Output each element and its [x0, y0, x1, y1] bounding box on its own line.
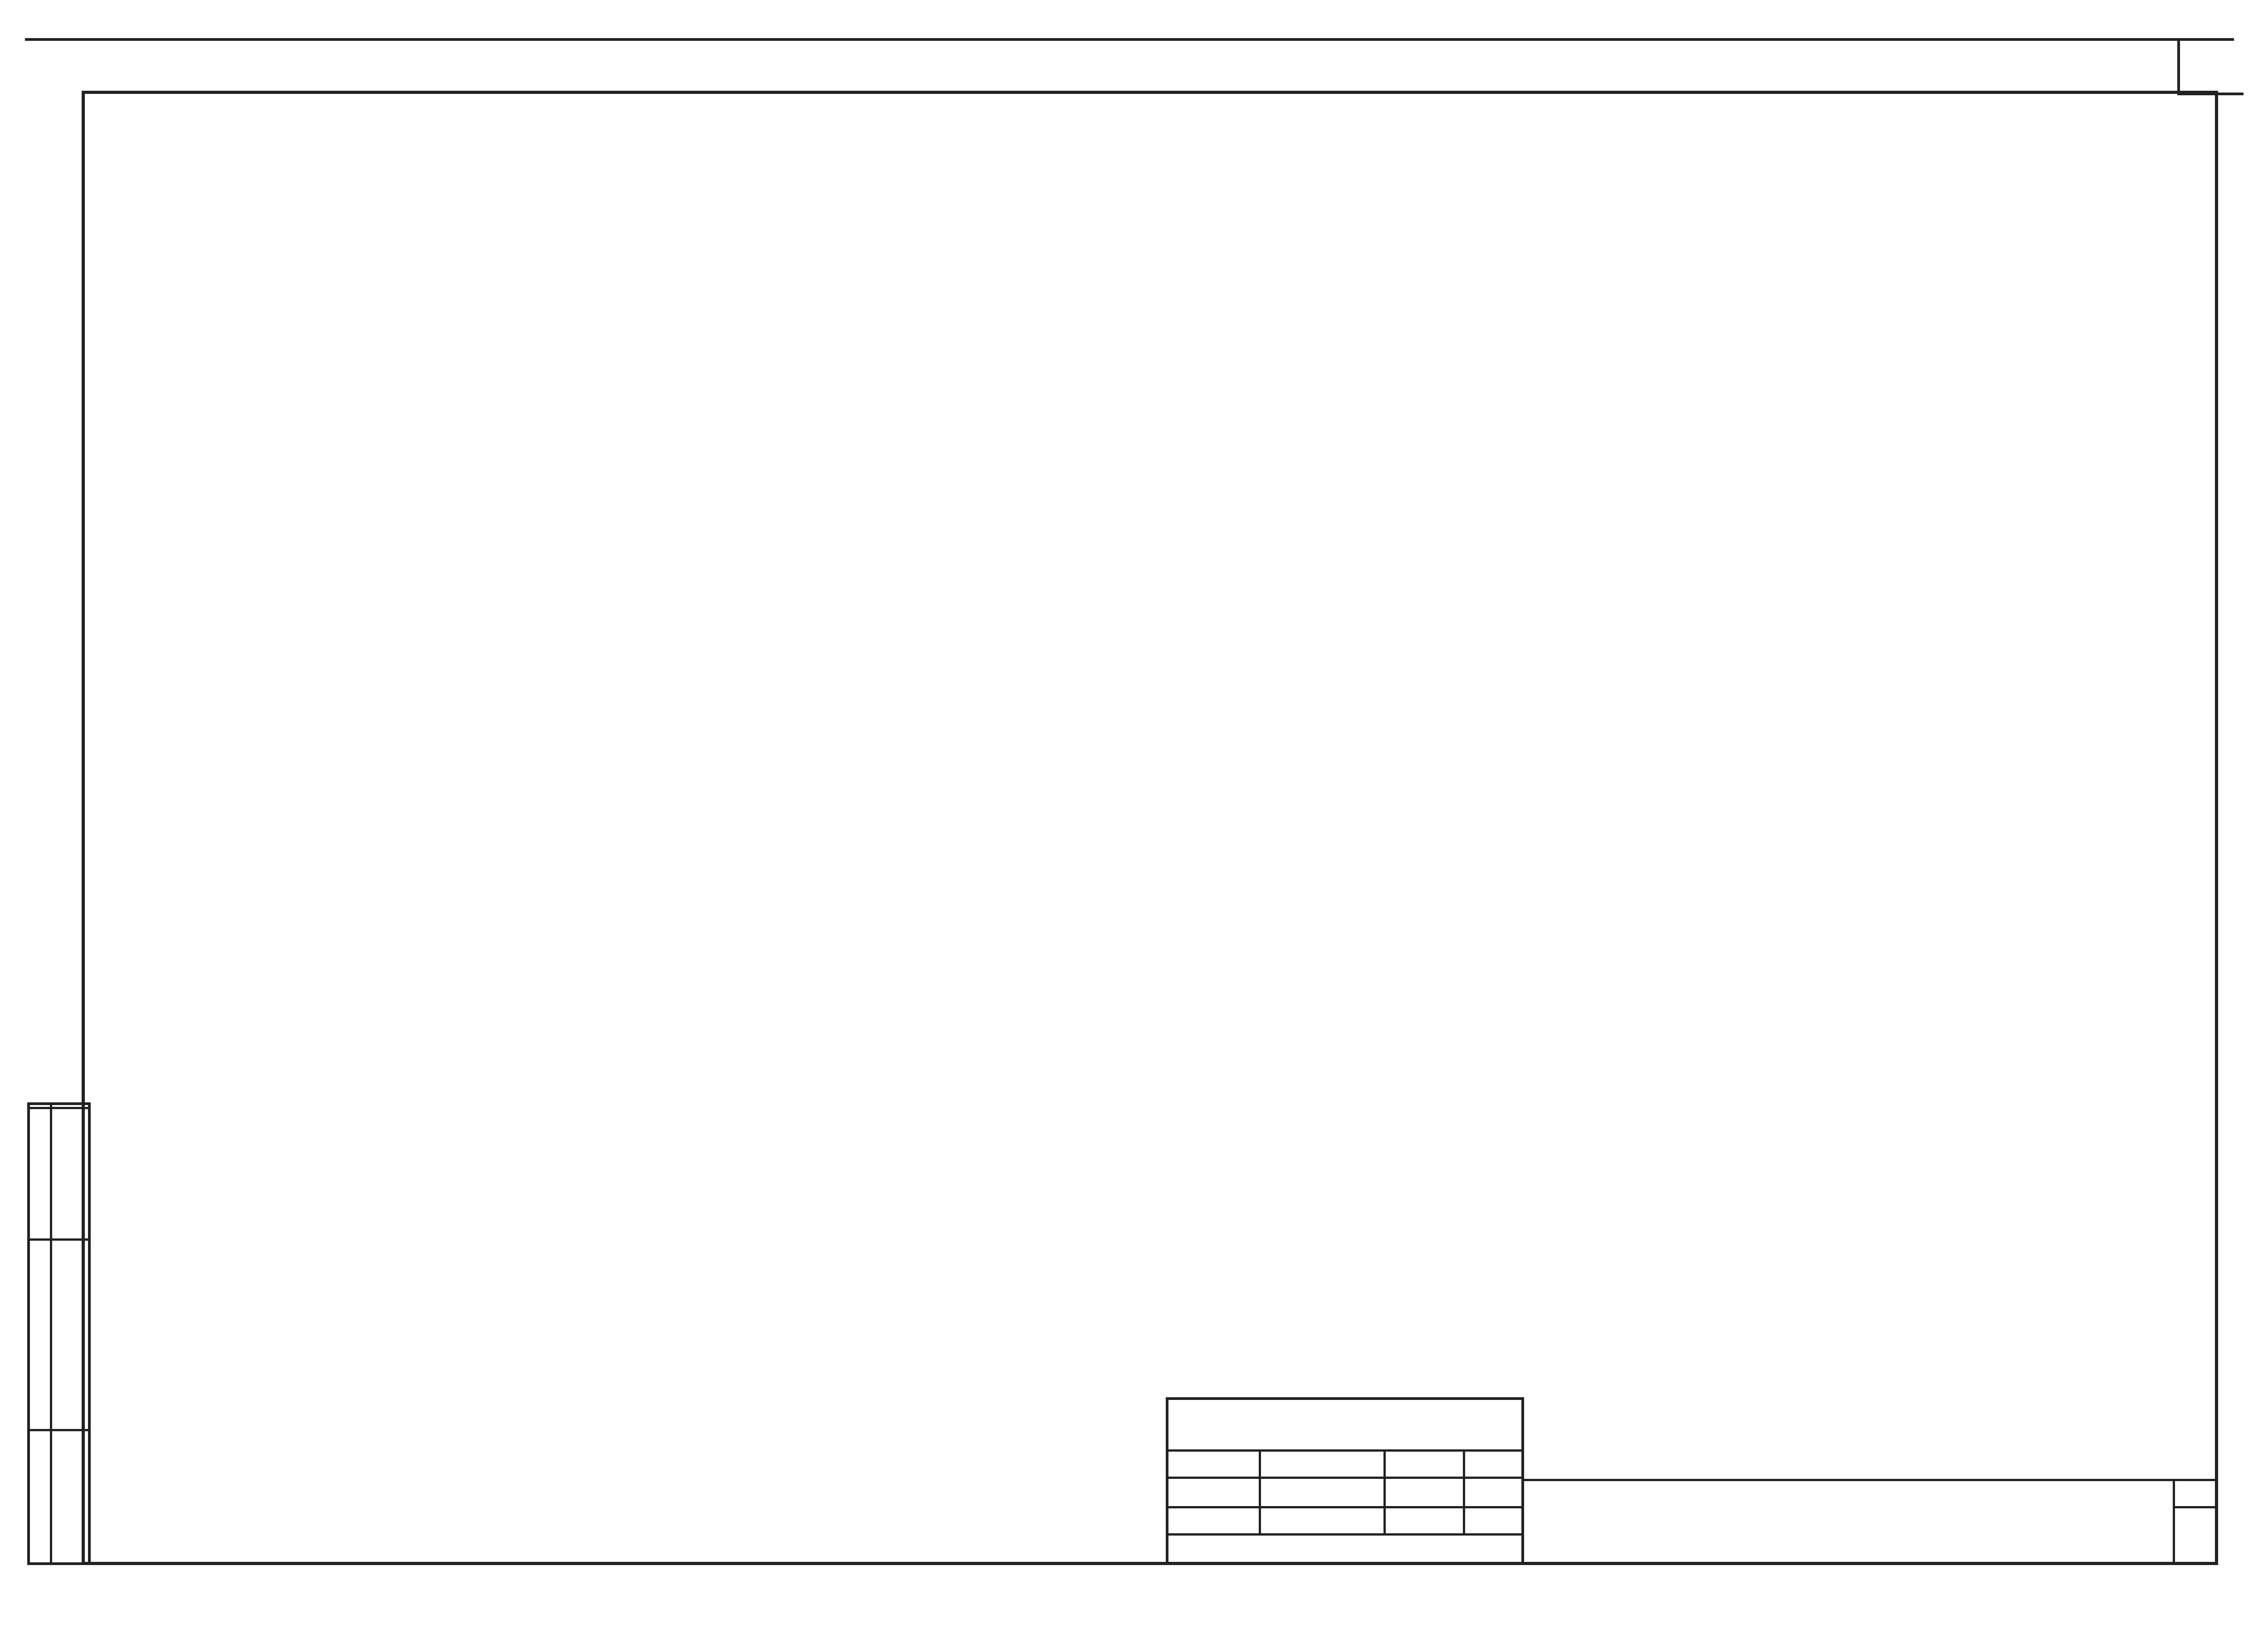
- spec-table-frame: [82, 91, 2218, 1565]
- strip-divider: [27, 1429, 91, 1431]
- stamp-line: [1166, 1533, 1524, 1536]
- binding-stamp: [1166, 1397, 1524, 1565]
- stamp-line: [1166, 1506, 1524, 1508]
- page-number-box: [2177, 38, 2244, 95]
- strip-divider: [27, 1107, 91, 1109]
- title-block-sheet-divider: [2173, 1479, 2175, 1565]
- strip-inner-line: [50, 1102, 52, 1565]
- stamp-line: [1166, 1449, 1524, 1452]
- title-block-sheet-line: [2173, 1506, 2218, 1508]
- top-rule: [25, 38, 2234, 41]
- stamp-col-line: [1259, 1449, 1261, 1533]
- stamp-line: [1166, 1477, 1524, 1479]
- strip-divider: [27, 1238, 91, 1241]
- stamp-col-line: [1463, 1449, 1465, 1533]
- left-signature-strip: [27, 1102, 91, 1565]
- title-block-top-line: [1524, 1479, 2218, 1481]
- stamp-col-line: [1383, 1449, 1386, 1533]
